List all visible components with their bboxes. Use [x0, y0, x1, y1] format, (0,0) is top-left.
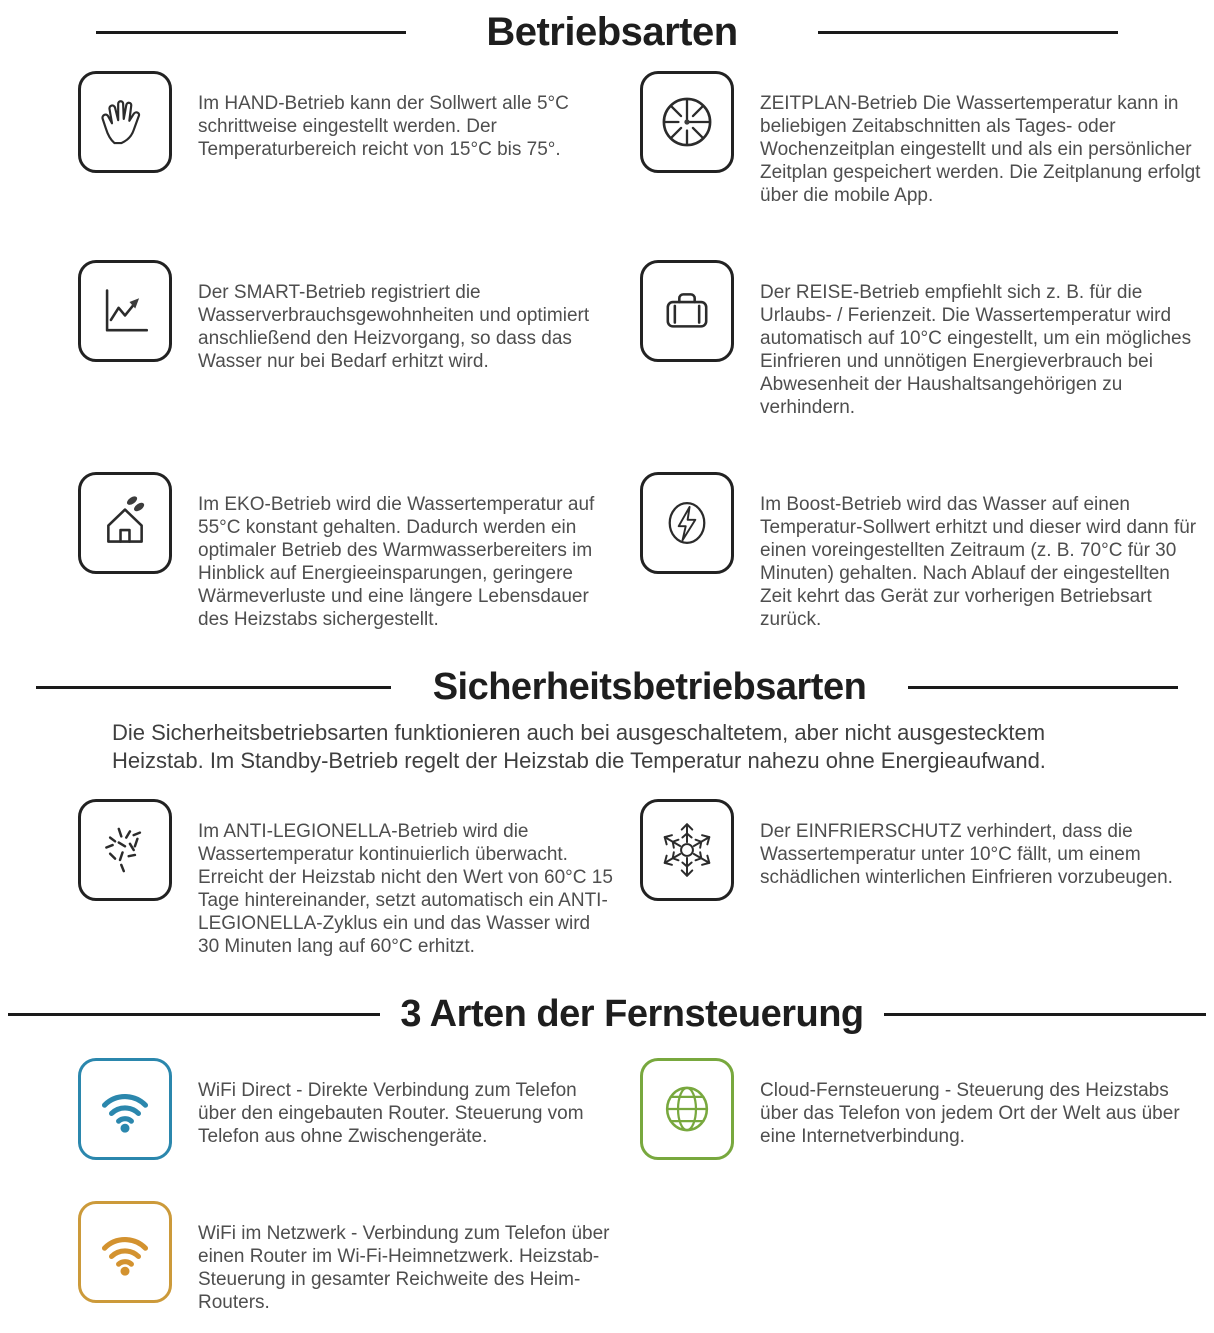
mode-description: WiFi im Netzwerk - Verbindung zum Telefon über einen Router im Wi-Fi-Heimnetzwerk. Heizstab-Steuerung in gesamter Reichweite des Heim-Routers.: [198, 1223, 610, 1313]
mode-description: Cloud-Fernsteuerung - Steuerung des Heizstabs über das Telefon von jedem Ort der Welt aus über eine Internetverbindung.: [760, 1080, 1180, 1147]
wifi-direct-icon: [78, 1058, 172, 1160]
betriebsarten-grid: [0, 71, 1214, 650]
section-header-fernsteuerung: [0, 993, 1214, 1036]
divider-line: [908, 686, 1178, 689]
suitcase-icon: [640, 260, 734, 362]
divider-line: [8, 1013, 380, 1016]
chart-icon: [78, 260, 172, 362]
divider-line: [96, 31, 406, 34]
clock-icon: [640, 71, 734, 173]
mode-description: Der SMART-Betrieb registriert die Wasserverbrauchsgewohnheiten und optimiert anschließend den Heizvorgang, so dass das Wasser nur bei Bedarf erhitzt wird.: [198, 282, 590, 372]
sicherheit-intro-text: Die Sicherheitsbetriebsarten funktionieren auch bei ausgeschaltetem, aber nicht ausgestecktem Heizstab. Im Standby-Betrieb regelt der Heizstab die Temperatur nahezu ohne Energieaufwand.: [112, 720, 1046, 773]
globe-icon: [640, 1058, 734, 1160]
section-title-fernsteuerung: 3 Arten der Fernsteuerung: [400, 993, 864, 1035]
hand-icon: [78, 71, 172, 173]
mode-reise: [640, 260, 1206, 438]
mode-description: Im EKO-Betrieb wird die Wassertemperatur auf 55°C konstant gehalten. Dadurch werden ein optimaler Betrieb des Warmwasserbereiters im Hinblick auf Energieeinsparungen, geringere Wärmeverluste und eine längere Lebensdauer des Heizstabs sichergestellt.: [198, 494, 595, 630]
mode-description: Der REISE-Betrieb empfiehlt sich z. B. für die Urlaubs- / Ferienzeit. Die Wassertemperatur wird automatisch auf 10°C eingestellt, um ein mögliches Einfrieren und unnötigen Energieverbrauch bei Abwesenheit der Haushaltsangehörigen zu verhindern.: [760, 282, 1192, 418]
mode-description: WiFi Direct - Direkte Verbindung zum Telefon über den eingebauten Router. Steuerung vom Telefon aus ohne Zwischengeräte.: [198, 1080, 584, 1147]
snowflake-icon: [640, 799, 734, 901]
divider-line: [884, 1013, 1206, 1016]
boost-lightning-icon: [640, 472, 734, 574]
section-header-sicherheit: [0, 666, 1214, 709]
divider-line: [36, 686, 391, 689]
section-title-betriebsarten: Betriebsarten: [486, 10, 738, 54]
mode-anti-legionella: [78, 799, 626, 977]
divider-line: [818, 31, 1118, 34]
mode-description: Der EINFRIERSCHUTZ verhindert, dass die Wassertemperatur unter 10°C fällt, um einem schädlichen winterlichen Einfrieren vorzubeugen.: [760, 821, 1173, 888]
section-header-betriebsarten: [0, 10, 1214, 55]
mode-description: Im HAND-Betrieb kann der Sollwert alle 5°C schrittweise eingestellt werden. Der Temperaturbereich reicht von 15°C bis 75°.: [198, 93, 569, 160]
mode-zeitplan: [640, 71, 1206, 226]
section-title-sicherheit: Sicherheitsbetriebsarten: [432, 666, 867, 708]
mode-description: Im ANTI-LEGIONELLA-Betrieb wird die Wassertemperatur kontinuierlich überwacht. Erreicht der Heizstab nicht den Wert von 60°C 15 Tage hintereinander, setzt automatisch ein ANTI-LEGIONELLA-Zyklus ein und das Wasser wird 30 Minuten lang auf 60°C erhitzt.: [198, 821, 613, 957]
mode-boost: [640, 472, 1206, 650]
wifi-network-icon: [78, 1201, 172, 1303]
mode-description: ZEITPLAN-Betrieb Die Wassertemperatur kann in beliebigen Zeitabschnitten als Tages- oder Wochenzeitplan eingestellt und als ein persönlicher Zeitplan gespeichert werden. Die Zeitplanung erfolgt über die mobile App.: [760, 93, 1201, 206]
mode-smart: [78, 260, 626, 438]
eco-house-icon: [78, 472, 172, 574]
bacteria-icon: [78, 799, 172, 901]
mode-cloud: [640, 1058, 1206, 1167]
sicherheit-grid: [0, 799, 1214, 977]
mode-hand: [78, 71, 626, 226]
mode-einfrierschutz: [640, 799, 1206, 977]
mode-eko: [78, 472, 626, 650]
mode-description: Im Boost-Betrieb wird das Wasser auf einen Temperatur-Sollwert erhitzt und dieser wird dann für einen voreingestellten Zeitraum (z. B. 70°C für 30 Minuten) gehalten. Nach Ablauf der eingestellten Zeit kehrt das Gerät zur vorherigen Betriebsart zurück.: [760, 494, 1197, 630]
fernsteuerung-grid: [0, 1058, 1214, 1333]
mode-wifi-direct: [78, 1058, 626, 1167]
mode-wifi-network: [78, 1201, 626, 1333]
